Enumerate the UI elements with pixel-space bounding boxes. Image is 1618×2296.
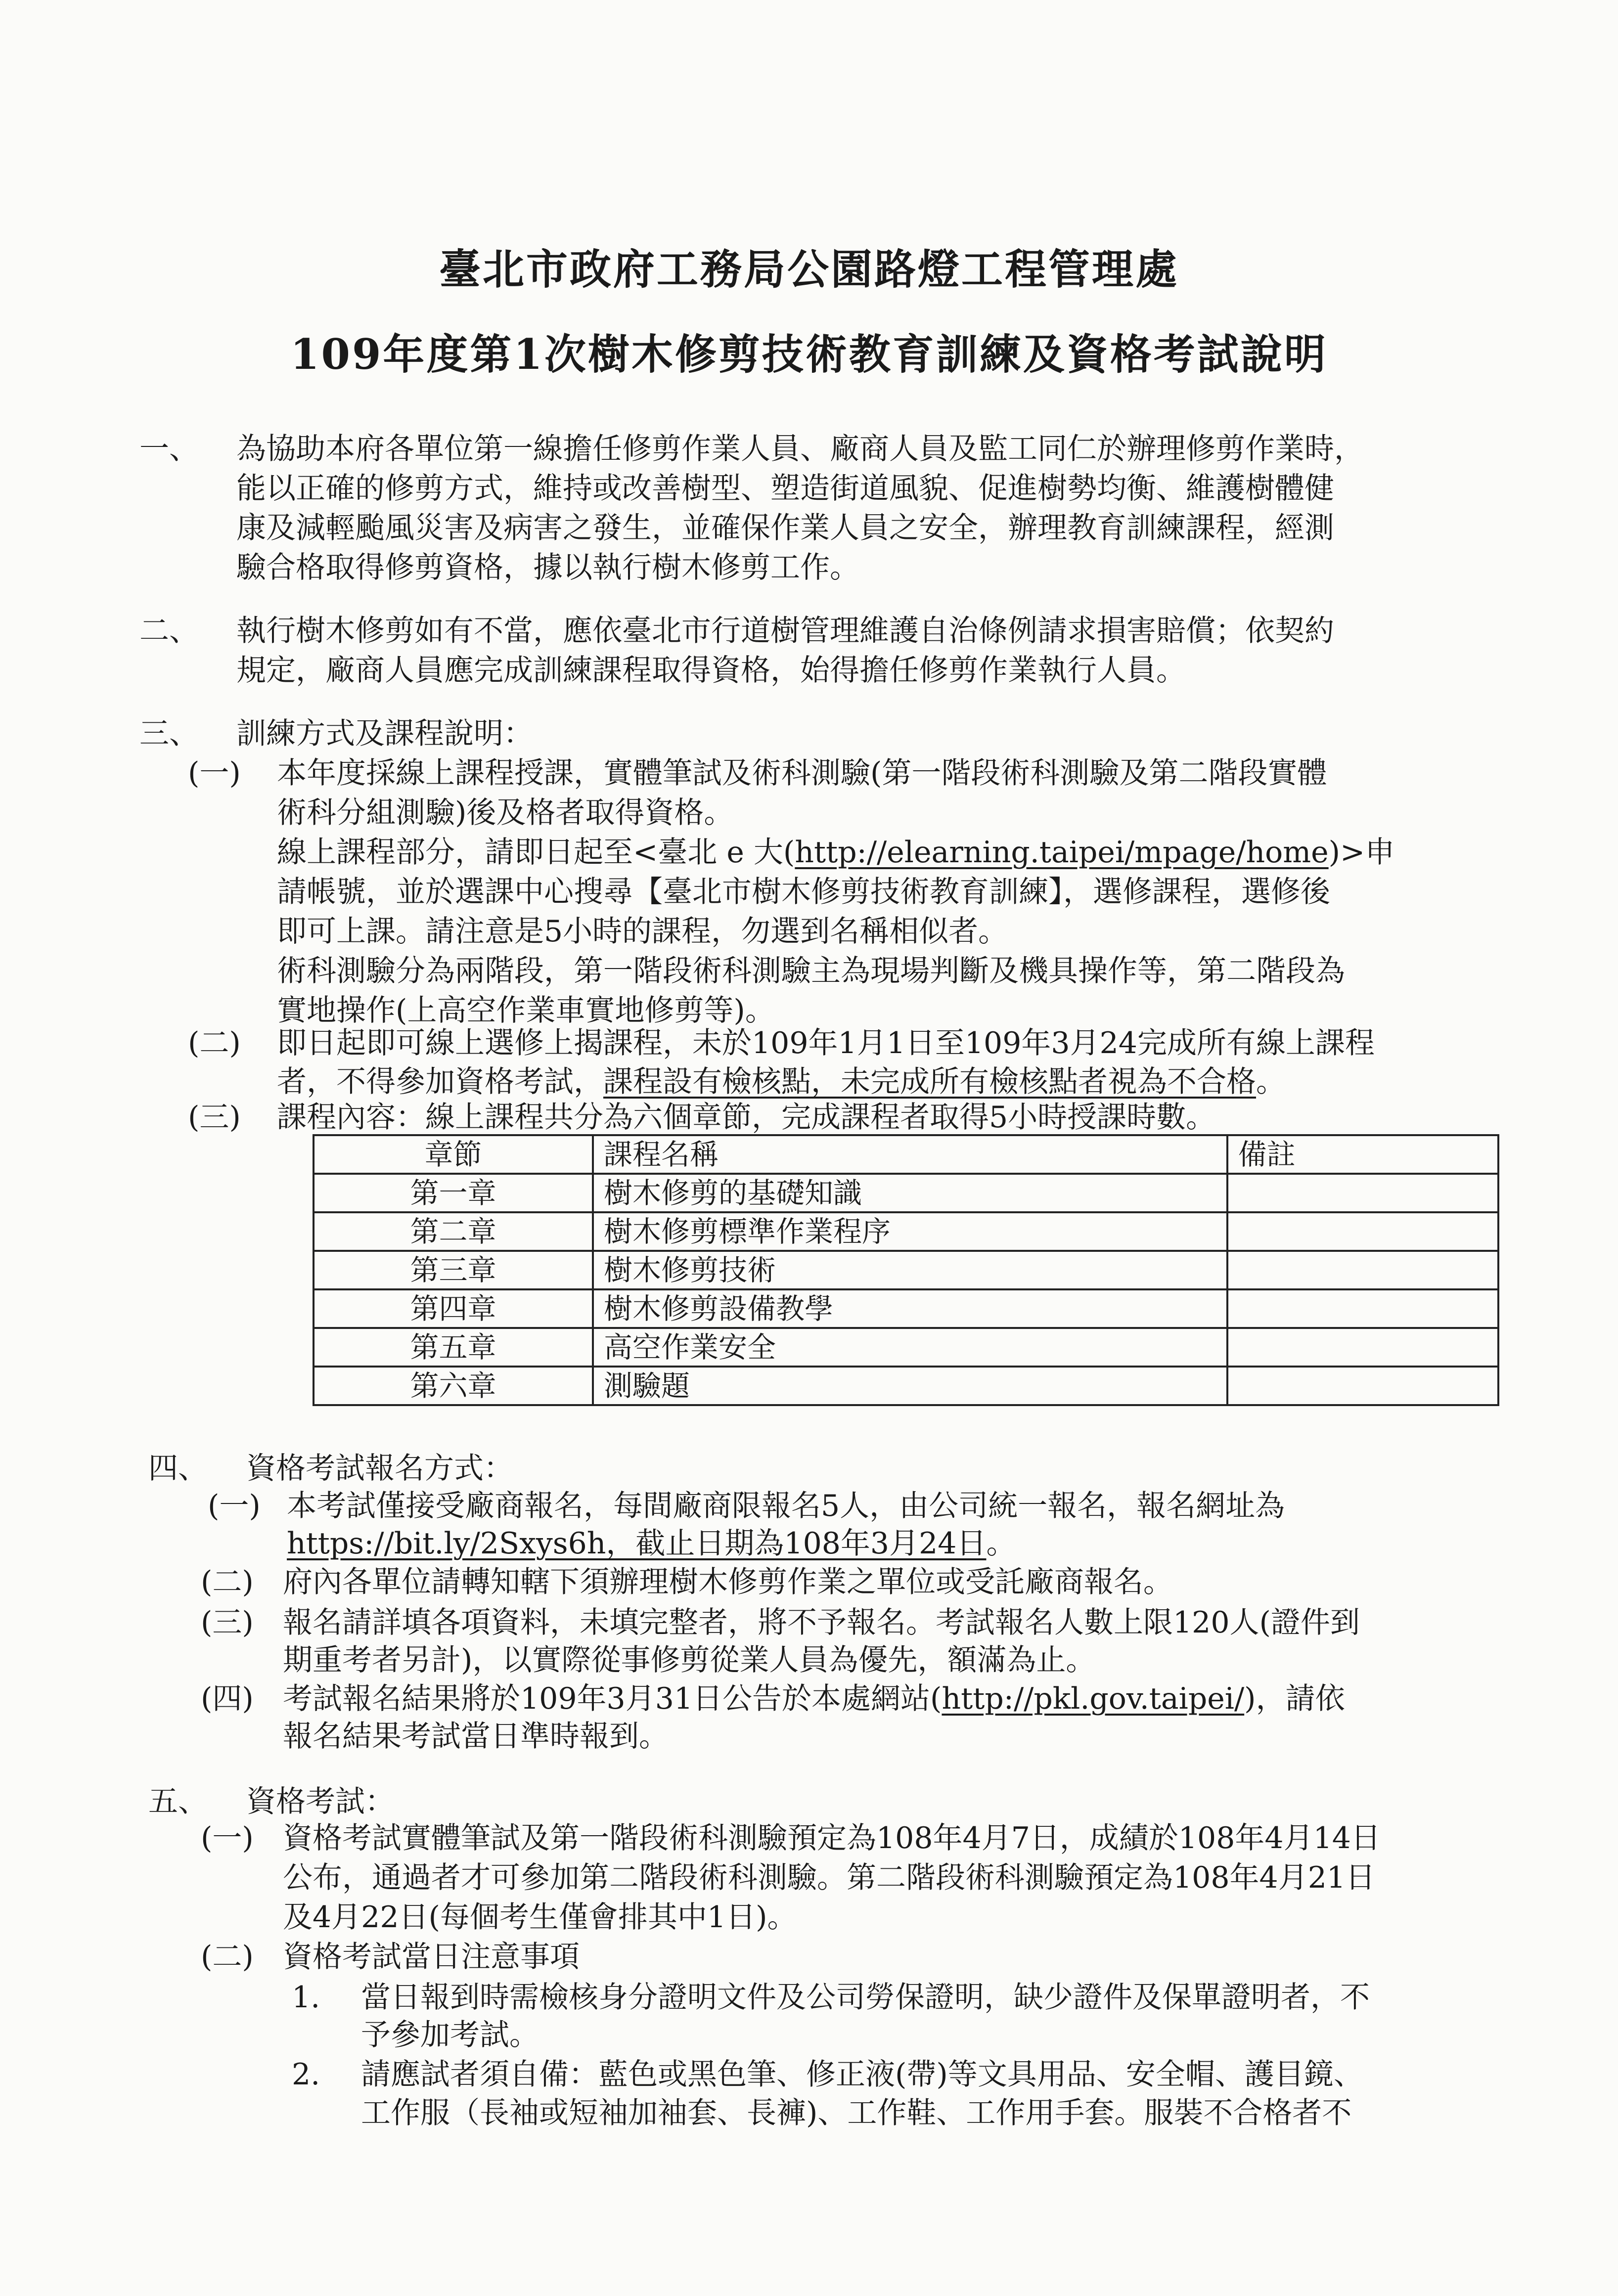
table-row: [314, 1251, 1498, 1289]
section-5-1-number: (一): [201, 1821, 254, 1855]
section-5-heading: 資格考試：: [246, 1784, 395, 1819]
section-4-4-number: (四): [201, 1681, 254, 1716]
section-3-2-number: (二): [188, 1026, 241, 1060]
section-1-line: 康及減輕颱風災害及病害之發生，並確保作業人員之安全，辦理教育訓練課程，經測: [236, 511, 1334, 545]
table-header-row: [314, 1135, 1498, 1174]
section-1-line: 能以正確的修剪方式，維持或改善樹型、塑造街道風貌、促進樹勢均衡、維護樹體健: [236, 471, 1334, 506]
table-cell-note: [1227, 1174, 1498, 1212]
section-5-2-item-2-line: 工作服（長袖或短袖加袖套、長褲)、工作鞋、工作用手套。服裝不合格者不: [361, 2096, 1352, 2130]
section-3-1-online-line: [277, 833, 1394, 872]
section-5-2-number: (二): [201, 1940, 254, 1974]
section-2-line: 規定，廠商人員應完成訓練課程取得資格，始得擔任修剪作業執行人員。: [236, 653, 1186, 688]
table-cell-chapter: 第二章: [314, 1212, 593, 1251]
section-1-line: 驗合格取得修剪資格，據以執行樹木修剪工作。: [236, 550, 859, 585]
table-cell-note: [1227, 1251, 1498, 1289]
section-5-1-line: 公布，通過者才可參加第二階段術科測驗。第二階段術科測驗預定為108年4月21日: [283, 1860, 1376, 1895]
section-3-2-line: [277, 1062, 1286, 1102]
section-4-1-line: 本考試僅接受廠商報名，每間廠商限報名5人，由公司統一報名，報名網址為: [287, 1489, 1285, 1523]
table-cell-course-name: 測驗題: [593, 1367, 1227, 1405]
table-cell-chapter: 第一章: [314, 1174, 593, 1212]
table-header-note: 備註: [1227, 1135, 1498, 1174]
table-cell-note: [1227, 1289, 1498, 1328]
table-row: [314, 1328, 1498, 1367]
section-5-2-item-1-line: 當日報到時需檢核身分證明文件及公司勞保證明，缺少證件及保單證明者，不: [361, 1980, 1370, 2015]
section-3-1-line: 本年度採線上課程授課，實體筆試及術科測驗(第一階段術科測驗及第二階段實體: [277, 756, 1327, 791]
section-3-1-line: 請帳號，並於選課中心搜尋【臺北市樹木修剪技術教育訓練】，選修課程，選修後: [277, 875, 1330, 909]
section-3-3-number: (三): [188, 1100, 241, 1135]
section-5-2-item-1-line: 予參加考試。: [361, 2018, 539, 2052]
section-4-heading: 資格考試報名方式：: [246, 1451, 513, 1486]
section-1-number: 一、: [139, 432, 199, 466]
section-5-2-item-1-number: 1.: [292, 1980, 320, 2015]
section-2-number: 二、: [139, 614, 199, 648]
section-3-3-line: 課程內容：線上課程共分為六個章節，完成課程者取得5小時授課時數。: [277, 1100, 1216, 1135]
table-cell-chapter: 第五章: [314, 1328, 593, 1367]
document-title-line1: 臺北市政府工務局公園路燈工程管理處: [439, 245, 1179, 294]
section-4-2-line: 府內各單位請轉知轄下須辦理樹木修剪作業之單位或受託廠商報名。: [283, 1565, 1173, 1599]
elearning-link[interactable]: http://elearning.taipei/mpage/home: [795, 835, 1329, 870]
section-3-number: 三、: [139, 716, 199, 751]
section-2-line: 執行樹木修剪如有不當，應依臺北市行道樹管理維護自治條例請求損害賠償；依契約: [236, 614, 1334, 648]
table-row: [314, 1174, 1498, 1212]
table-row: [314, 1367, 1498, 1405]
section-3-1-line: 術科測驗分為兩階段，第一階段術科測驗主為現場判斷及機具操作等，第二階段為: [277, 954, 1345, 988]
section-5-2-heading: 資格考試當日注意事項: [283, 1940, 580, 1974]
table-cell-chapter: 第六章: [314, 1367, 593, 1405]
section-5-1-line: 資格考試實體筆試及第一階段術科測驗預定為108年4月7日，成績於108年4月14日: [283, 1821, 1381, 1855]
table-cell-course-name: 樹木修剪設備教學: [593, 1289, 1227, 1328]
table-row: [314, 1212, 1498, 1251]
document-title-line2: 109年度第1次樹木修剪技術教育訓練及資格考試說明: [290, 330, 1328, 379]
section-4-4-line: 報名結果考試當日準時報到。: [283, 1719, 669, 1754]
section-4-1-line: [287, 1524, 1016, 1563]
checkpoint-warning: 課程設有檢核點，未完成所有檢核點者視為不合格: [603, 1064, 1256, 1099]
table-cell-chapter: 第四章: [314, 1289, 593, 1328]
section-3-1-line: 術科分組測驗)後及格者取得資格。: [277, 795, 734, 830]
section-4-1-number: (一): [208, 1489, 261, 1523]
registration-link[interactable]: https://bit.ly/2Sxys6h，截止日期為108年3月24日: [287, 1526, 987, 1561]
section-4-3-line: 報名請詳填各項資料，未填完整者，將不予報名。考試報名人數上限120人(證件到: [283, 1605, 1360, 1640]
online-pre-text: 線上課程部分，請即日起至<臺北 e 大(: [277, 835, 795, 870]
table-header-course-name: 課程名稱: [593, 1135, 1227, 1174]
section-3-1-line: 即可上課。請注意是5小時的課程，勿選到名稱相似者。: [277, 914, 1008, 949]
pkl-website-link[interactable]: http://pkl.gov.taipei/: [942, 1681, 1245, 1716]
section-3-2-line: 即日起即可線上選修上揭課程，未於109年1月1日至109年3月24完成所有線上課程: [277, 1026, 1375, 1060]
section-5-2-item-2-number: 2.: [292, 2057, 320, 2092]
section-4-3-number: (三): [201, 1605, 254, 1640]
table-row: [314, 1289, 1498, 1328]
section-5-number: 五、: [148, 1784, 208, 1819]
table-cell-course-name: 高空作業安全: [593, 1328, 1227, 1367]
section-4-3-line: 期重考者另計)，以實際從事修剪從業人員為優先，額滿為止。: [283, 1643, 1096, 1678]
section-3-2-text: 者，不得參加資格考試，: [277, 1064, 603, 1099]
section-4-2-number: (二): [201, 1565, 254, 1599]
section-4-number: 四、: [148, 1451, 208, 1486]
table-cell-course-name: 樹木修剪標準作業程序: [593, 1212, 1227, 1251]
section-3-2-text: 。: [1256, 1064, 1286, 1099]
table-cell-chapter: 第三章: [314, 1251, 593, 1289]
section-5-1-line: 及4月22日(每個考生僅會排其中1日)。: [283, 1900, 797, 1935]
table-cell-course-name: 樹木修剪的基礎知識: [593, 1174, 1227, 1212]
section-3-heading: 訓練方式及課程說明：: [236, 716, 533, 751]
section-3-1-line: 實地操作(上高空作業車實地修剪等)。: [277, 993, 775, 1028]
section-1-line: 為協助本府各單位第一線擔任修剪作業人員、廠商人員及監工同仁於辦理修剪作業時，: [236, 432, 1364, 466]
section-4-1-text: 。: [986, 1526, 1016, 1561]
table-cell-note: [1227, 1367, 1498, 1405]
section-4-4-text: 考試報名結果將於109年3月31日公告於本處網站(: [283, 1681, 942, 1716]
section-4-4-text: )，請依: [1244, 1681, 1345, 1716]
section-4-4-line: [283, 1679, 1345, 1719]
section-3-1-number: (一): [188, 756, 241, 791]
table-cell-course-name: 樹木修剪技術: [593, 1251, 1227, 1289]
table-cell-note: [1227, 1328, 1498, 1367]
table-cell-note: [1227, 1212, 1498, 1251]
online-post-text: )>申: [1328, 835, 1395, 870]
section-5-2-item-2-line: 請應試者須自備：藍色或黑色筆、修正液(帶)等文具用品、安全帽、護目鏡、: [361, 2057, 1363, 2092]
course-table: [313, 1134, 1499, 1406]
table-header-chapter: 章節: [314, 1135, 593, 1174]
